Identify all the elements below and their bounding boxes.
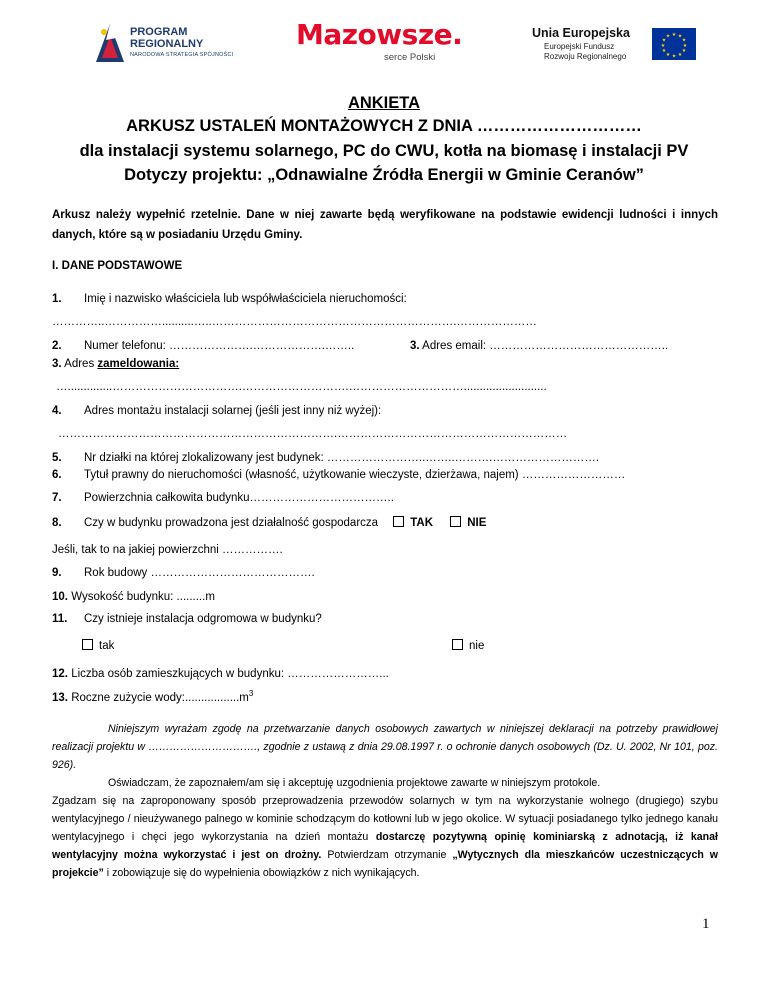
title-line-4: Dotyczy projektu: „Odnawialne Źródła Energii w Gminie Ceranów” [124, 166, 644, 184]
svg-text:★: ★ [677, 52, 683, 58]
business-no-option[interactable] [450, 517, 486, 529]
registered-address-input-line[interactable]: …..............…………………………….……………………….………………………….......................... [56, 381, 547, 393]
ue-line1: Europejski Fundusz [544, 42, 615, 51]
residents-input-line[interactable]: Liczba osób zamieszkujących w budynku: ……………………... [71, 668, 389, 680]
program-regionalny-logo [92, 20, 242, 66]
build-year-input-line[interactable]: Rok budowy ……………………………………. [84, 567, 315, 579]
field-number: 12. [52, 668, 68, 680]
field-number: 5. [52, 452, 62, 464]
option-label: tak [99, 640, 115, 652]
plot-number-input-line[interactable]: Nr działki na której zlokalizowany jest budynek: ……………………..……..……….………………………. [84, 452, 600, 464]
svg-text:★: ★ [665, 33, 671, 40]
field-install-address [52, 405, 381, 417]
owner-name-input-line[interactable]: …………..……………..........…..……………………………………………………….………………… [52, 316, 537, 328]
svg-text:★: ★ [661, 37, 667, 44]
svg-text:★: ★ [677, 33, 683, 40]
field-number: 4. [52, 405, 62, 417]
ue-line2: Rozwoju Regionalnego [544, 52, 627, 61]
paragraph-bold: „Wytycznych dla mieszkańców uczestniczących w projekcie” [52, 849, 719, 879]
install-address-input-line[interactable]: ……………………………………………………………….…………………………………………………… [58, 428, 568, 440]
program-regionalny-emblem-icon [92, 22, 126, 64]
svg-text:★: ★ [671, 53, 677, 60]
field-total-area [52, 492, 394, 504]
svg-text:★: ★ [682, 43, 688, 49]
checkbox-icon[interactable] [393, 516, 404, 527]
field-legal-title [52, 469, 625, 481]
field-lightning-protection [52, 613, 322, 625]
pr-line1: PROGRAM [130, 26, 188, 38]
business-area-input-line[interactable]: Jeśli, tak to na jakiej powierzchni ……………. [52, 544, 283, 556]
mazowsze-title: Mazowsze. [296, 18, 463, 51]
unia-europejska-logo [524, 26, 688, 66]
paragraph-bold: dostarczę pozytywną opinię kominiarską z adnotacją, iż kanał wentylacyjny można wykorzystać i jest on drożny. [52, 831, 718, 861]
svg-text:★: ★ [660, 43, 666, 49]
title-line-2: ARKUSZ USTALEŃ MONTAŻOWYCH Z DNIA ………………………… [126, 117, 642, 135]
ue-title: Unia Europejska [532, 26, 630, 40]
pr-subtitle: NARODOWA STRATEGIA SPÓJNOŚCI [130, 52, 234, 58]
page-number: 1 [702, 916, 710, 932]
mazowsze-subtitle: serce Polski [384, 52, 436, 63]
field-label: Czy istnieje instalacja odgromowa w budynku? [84, 613, 322, 625]
installation-paragraph [52, 792, 718, 882]
checkbox-icon[interactable] [82, 639, 93, 650]
eu-flag-icon [652, 28, 696, 60]
svg-text:★: ★ [681, 48, 687, 54]
option-label: nie [469, 640, 485, 652]
field-number: 8. [52, 517, 62, 529]
svg-text:★: ★ [681, 37, 687, 44]
field-business-activity [52, 516, 486, 529]
superscript: 3 [248, 689, 254, 698]
section-heading: I. DANE PODSTAWOWE [52, 260, 183, 272]
acceptance-paragraph: Oświadczam, że zapoznałem/am się i akceptuję uzgodnienia projektowe zawarte w niniejszym protokole. [108, 777, 601, 789]
field-owner-name [52, 293, 407, 305]
option-label: TAK [410, 517, 434, 529]
field-water-usage [52, 689, 253, 704]
intro-text: Arkusz należy wypełnić rzetelnie. Dane w niej zawarte będą weryfikowane na podstawie ewidencji ludności i innych danych, które są w posiadaniu Urzędu Gminy. [52, 209, 718, 241]
field-number: 9. [52, 567, 62, 579]
lightning-no-option[interactable] [452, 639, 484, 652]
field-build-year [52, 567, 315, 579]
svg-text:★: ★ [665, 52, 671, 58]
svg-text:★: ★ [661, 48, 667, 54]
field-building-height [52, 591, 215, 603]
water-usage-input-line[interactable]: Roczne zużycie wody:.................m [71, 691, 249, 704]
field-number: 11. [52, 613, 68, 625]
checkbox-icon[interactable] [452, 639, 463, 650]
paragraph-text: i zobowiązuje się do wypełnienia obowiązków z nich wynikających. [103, 867, 420, 879]
consent-paragraph: Niniejszym wyrażam zgodę na przetwarzanie danych osobowych zawartych w niniejszej deklaracji na potrzeby prawidłowej realizacji projektu w …………………………., zgodnie z ustawą z dnia 29.08.1997 r. o ochronie danych osobowych (Dz. U. 2002, Nr 101, poz. 926). [52, 723, 718, 771]
field-label: Adres montażu instalacji solarnej (jeśli jest inny niż wyżej): [84, 405, 382, 417]
field-residents [52, 668, 389, 680]
field-label: Imię i nazwisko właściciela lub współwłaściciela nieruchomości: [84, 293, 407, 305]
checkbox-icon[interactable] [450, 516, 461, 527]
lightning-yes-option[interactable] [82, 639, 114, 652]
legal-title-input-line[interactable]: Tytuł prawny do nieruchomości (własność, użytkowanie wieczyste, dzierżawa, najem) ……………………… [84, 469, 626, 481]
business-yes-option[interactable] [393, 517, 433, 529]
option-label: NIE [467, 517, 487, 529]
field-number: 7. [52, 492, 62, 504]
title-line-3: dla instalacji systemu solarnego, PC do CWU, kotła na biomasę i instalacji PV [79, 142, 689, 160]
field-registered-address [52, 358, 179, 370]
field-number: 3. [52, 358, 62, 370]
field-label: Adres [64, 358, 95, 370]
pr-line2: REGIONALNY [130, 38, 204, 50]
field-number: 2. [52, 340, 62, 352]
paragraph-text: Zgadzam się na zaproponowany sposób przeprowadzenia przewodów solarnych w tym na wykorzystanie wolnego (drugiego) szybu wentylacyjnego / nieużywanego palnego w kominie schodzącym do kotłowni lub w jego okolice. W sytuacji posiadanego tylko jednego kanału wentylacyjnego i chęci jego wykorzystania na dzień montażu [52, 795, 718, 843]
field-phone [52, 340, 354, 352]
field-number: 6. [52, 469, 62, 481]
field-number: 13. [52, 691, 68, 704]
field-plot-number [52, 452, 599, 464]
mazowsze-logo [296, 18, 463, 70]
field-label-underline: zameldowania: [97, 358, 180, 370]
phone-input-line[interactable]: Numer telefonu: ………………….……………….…….. [84, 340, 355, 352]
document-title: ANKIETA [347, 94, 421, 112]
total-area-input-line[interactable]: Powierzchnia całkowita budynku……………………………….. [84, 492, 394, 504]
field-number: 1. [52, 293, 62, 305]
field-label: Czy w budynku prowadzona jest działalność gospodarcza [84, 517, 379, 529]
building-height-input-line[interactable]: Wysokość budynku: .........m [71, 591, 215, 603]
paragraph-text: Potwierdzam otrzymanie [321, 849, 453, 861]
field-number: 10. [52, 591, 68, 603]
email-label[interactable]: Adres email: ……………………………………….. [419, 340, 669, 352]
field-email: 3. Adres email: ……………………………………….. [410, 340, 669, 352]
svg-text:★: ★ [671, 32, 677, 38]
